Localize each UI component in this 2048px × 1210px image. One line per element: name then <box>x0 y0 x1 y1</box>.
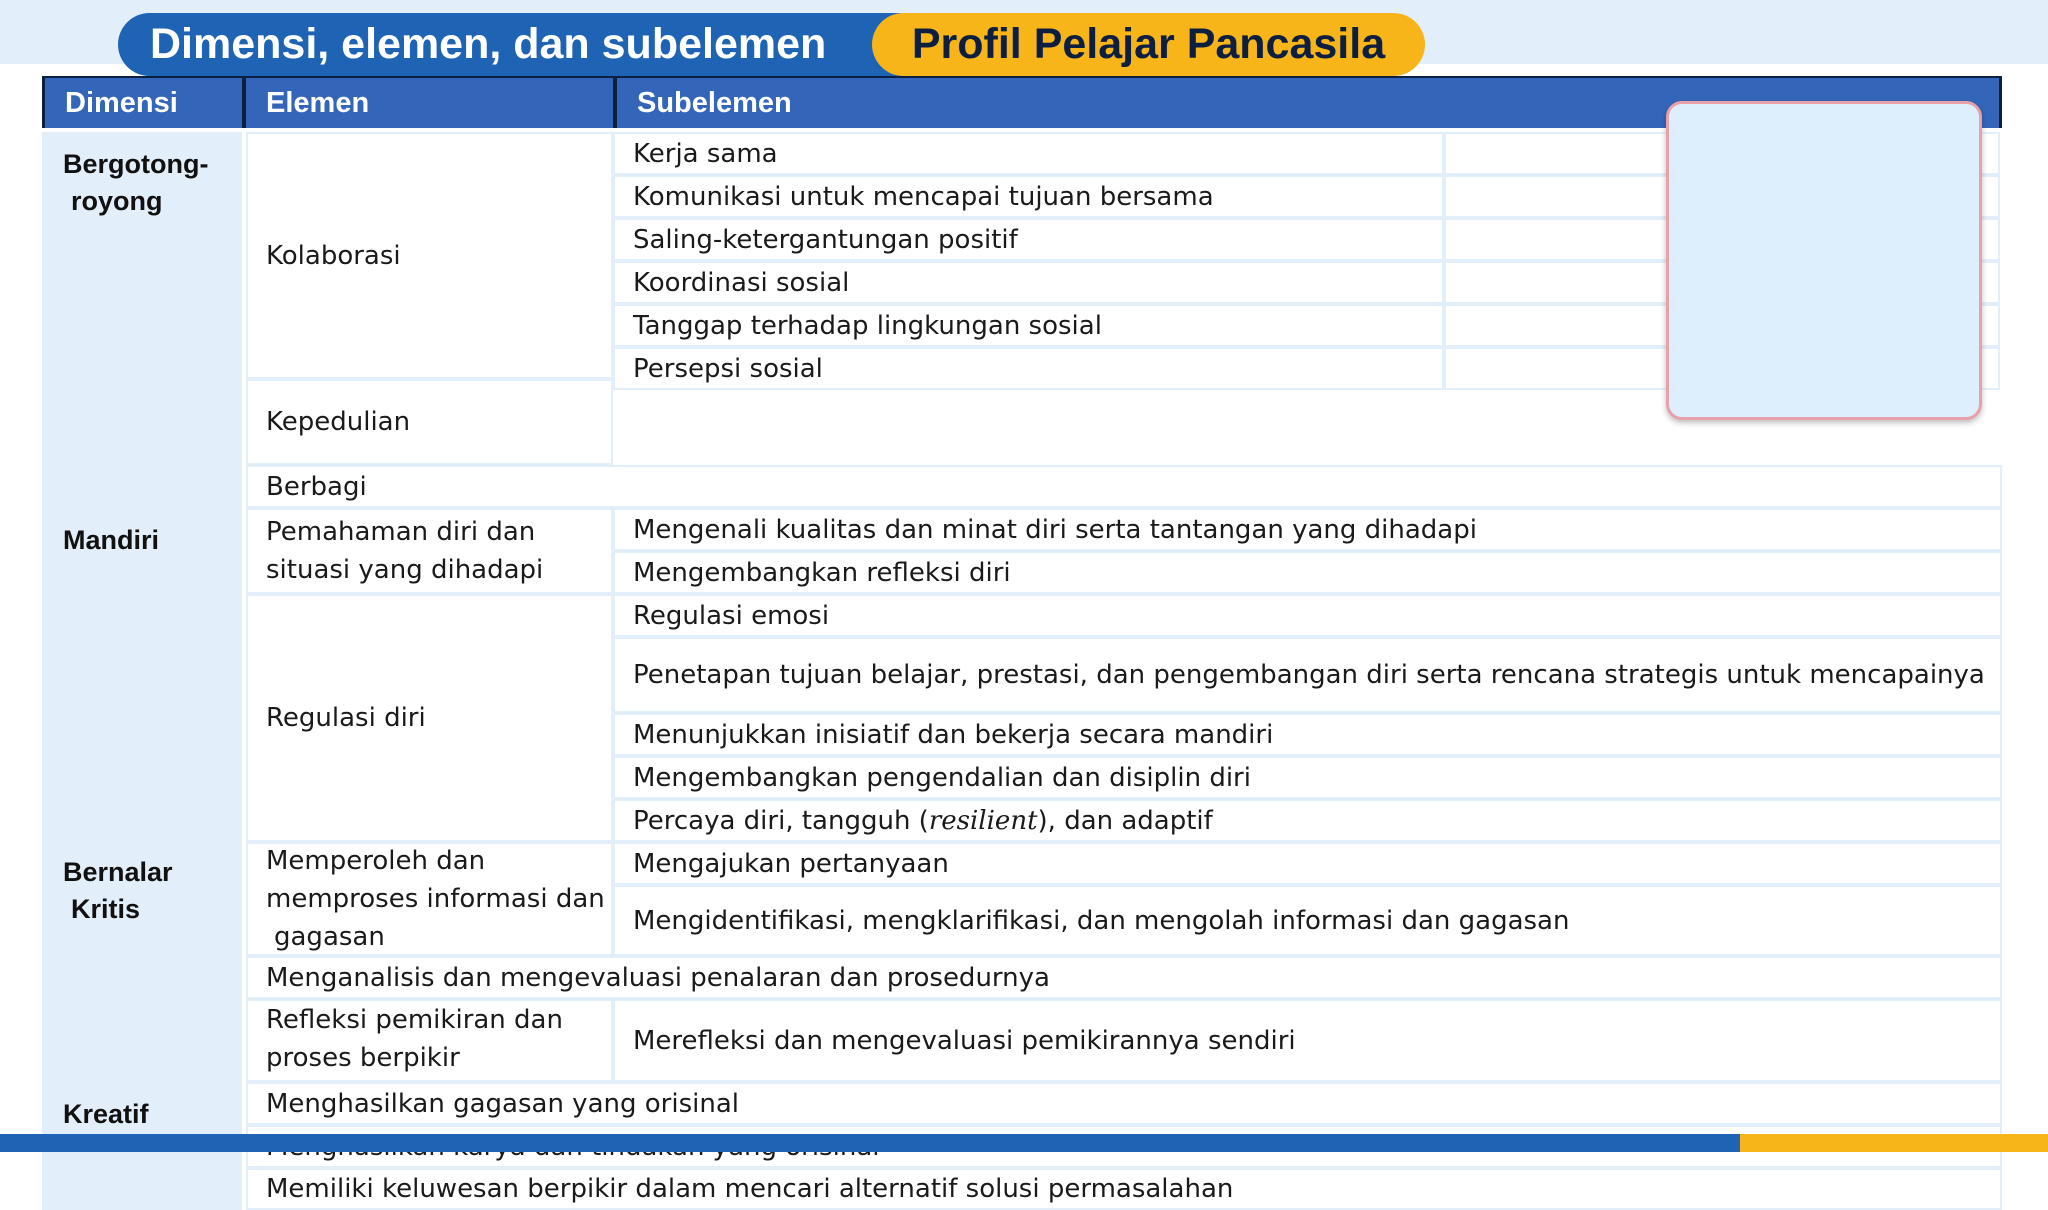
subelement-row: Regulasi emosi <box>613 594 2002 637</box>
element-line: situasi yang dihadapi <box>266 555 544 585</box>
subelement-row: Mengajukan pertanyaan <box>613 842 2002 885</box>
subelement-row: Koordinasi sosial <box>613 261 1444 304</box>
element-pemahaman-diri <box>246 508 613 594</box>
subelement-row: Tanggap terhadap lingkungan sosial <box>613 304 1444 347</box>
element-line: proses berpikir <box>266 1043 460 1073</box>
header-dimensi: Dimensi <box>42 76 246 128</box>
header-elemen: Elemen <box>246 76 613 128</box>
dimension-mandiri <box>42 508 242 842</box>
dimension-label: Kreatif <box>63 1099 149 1129</box>
element-line: memproses informasi dan <box>266 884 605 914</box>
header-subelemen: Subelemen <box>617 76 2002 128</box>
dimension-bergotong-royong <box>42 132 242 508</box>
page-title: Dimensi, elemen, dan subelemen <box>118 13 980 76</box>
element-kolaborasi: Kolaborasi <box>246 132 613 379</box>
element-refleksi <box>246 999 613 1082</box>
dimension-label: Bernalar <box>63 857 173 887</box>
subelement-row: Mengenali kualitas dan minat diri serta tantangan yang dihadapi <box>613 508 2002 551</box>
subelement-row: Menunjukkan inisiatif dan bekerja secara mandiri <box>613 713 2002 756</box>
element-kreatif-gagasan: Menghasilkan gagasan yang orisinal <box>246 1082 2002 1125</box>
title-badge: Profil Pelajar Pancasila <box>872 13 1425 76</box>
element-line: Refleksi pemikiran dan <box>266 1005 563 1035</box>
element-line: Pemahaman diri dan <box>266 517 536 547</box>
subelement-row: Kerja sama <box>613 132 1444 175</box>
element-memperoleh <box>246 842 613 956</box>
element-line: gagasan <box>274 922 385 952</box>
bottom-bar-blue <box>0 1134 1740 1152</box>
subelement-row: Komunikasi untuk mencapai tujuan bersama <box>613 175 1444 218</box>
overlay-panel <box>1666 101 1982 420</box>
bottom-bar-gold <box>1740 1134 2048 1152</box>
subelement-row <box>613 799 2002 842</box>
dimension-bernalar-kritis <box>42 842 242 1082</box>
dimension-label: Mandiri <box>63 525 160 555</box>
subelement-row: Merefleksi dan mengevaluasi pemikirannya sendiri <box>613 999 2002 1082</box>
element-kepedulian: Kepedulian <box>246 379 613 465</box>
subelement-row: Persepsi sosial <box>613 347 1444 390</box>
subelement-italic: resilient <box>928 805 1038 836</box>
element-kreatif-keluwesan: Memiliki keluwesan berpikir dalam mencari alternatif solusi permasalahan <box>246 1168 2002 1210</box>
element-berbagi: Berbagi <box>246 465 2002 508</box>
subelement-text: Percaya diri, tangguh ( <box>633 805 929 836</box>
element-regulasi-diri: Regulasi diri <box>246 594 613 842</box>
subelement-row: Saling-ketergantungan positif <box>613 218 1444 261</box>
subelement-text: ), dan adaptif <box>1037 805 1213 836</box>
subelement-row: Penetapan tujuan belajar, prestasi, dan pengembangan diri serta rencana strategis untuk mencapainya <box>613 637 2002 713</box>
element-menganalisis: Menganalisis dan mengevaluasi penalaran dan prosedurnya <box>246 956 2002 999</box>
subelement-row: Mengembangkan refleksi diri <box>613 551 2002 594</box>
element-line: Memperoleh dan <box>266 846 486 876</box>
dimension-label: Bergotong- <box>63 149 209 179</box>
subelement-row: Mengidentifikasi, mengklarifikasi, dan mengolah informasi dan gagasan <box>613 885 2002 956</box>
subelement-row: Mengembangkan pengendalian dan disiplin diri <box>613 756 2002 799</box>
dimension-label: royong <box>71 186 163 216</box>
dimension-label: Kritis <box>71 894 141 924</box>
